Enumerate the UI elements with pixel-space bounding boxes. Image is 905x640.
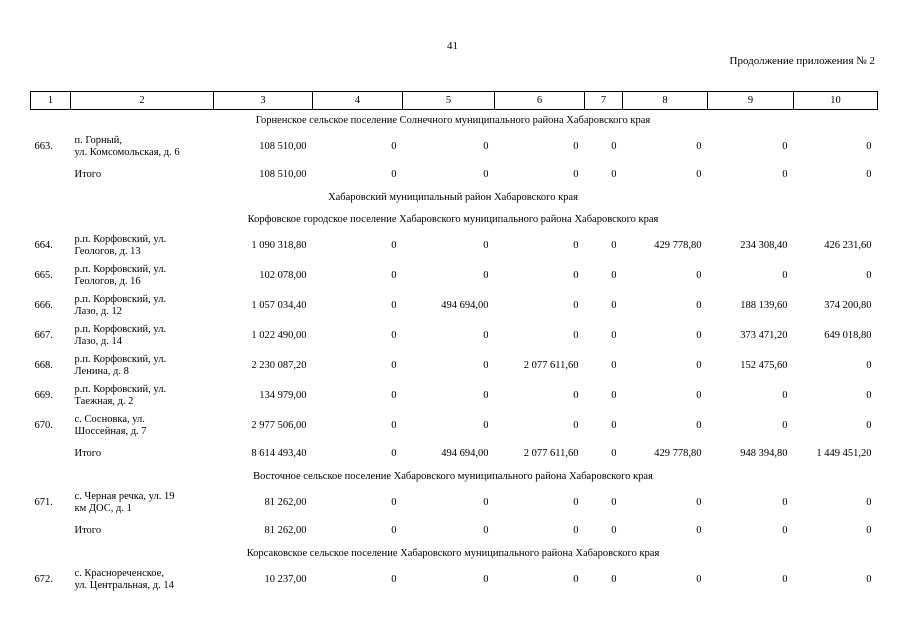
value-cell: 0 <box>483 270 489 281</box>
row-index <box>31 518 71 543</box>
value-cell: 0 <box>696 390 702 401</box>
value-cell: 0 <box>483 168 489 180</box>
address-cell: р.п. Корфовский, ул. Геологов, д. 13 <box>74 234 167 257</box>
section-title: Хабаровский муниципальный район Хабаровского края <box>328 192 578 203</box>
table-body <box>31 92 878 596</box>
value-cell: 0 <box>866 168 872 180</box>
value-cell: 0 <box>696 141 702 152</box>
section-title: Горненское сельское поселение Солнечного муниципального района Хабаровского края <box>255 115 651 126</box>
row-index <box>31 162 71 187</box>
table-row <box>31 231 878 261</box>
section-header-row <box>31 187 878 209</box>
total-label: Итого <box>74 524 102 536</box>
value-cell: 0 <box>391 447 397 459</box>
value-cell: 0 <box>391 300 397 311</box>
value-cell: 0 <box>483 574 489 585</box>
row-index: 669. <box>34 390 53 401</box>
value-cell: 0 <box>611 240 617 251</box>
value-cell: 1 057 034,40 <box>251 300 307 311</box>
data-table <box>30 91 878 595</box>
value-cell: 0 <box>696 574 702 585</box>
value-cell: 0 <box>391 141 397 152</box>
value-cell: 0 <box>391 497 397 508</box>
value-cell: 0 <box>696 360 702 371</box>
value-cell: 0 <box>391 330 397 341</box>
value-cell: 0 <box>391 524 397 536</box>
table-row <box>31 291 878 321</box>
value-cell: 234 308,40 <box>740 240 788 251</box>
value-cell: 0 <box>611 360 617 371</box>
value-cell: 0 <box>391 574 397 585</box>
value-cell: 0 <box>483 390 489 401</box>
total-row <box>31 162 878 187</box>
value-cell: 1 022 490,00 <box>251 330 307 341</box>
row-index: 672. <box>34 574 53 585</box>
value-cell: 0 <box>391 270 397 281</box>
column-header: 4 <box>313 92 403 110</box>
table-row <box>31 565 878 595</box>
value-cell: 0 <box>696 497 702 508</box>
address-cell: п. Горный, ул. Комсомольская, д. 6 <box>74 135 180 158</box>
value-cell: 0 <box>782 390 788 401</box>
address-cell: р.п. Корфовский, ул. Лазо, д. 12 <box>74 294 167 317</box>
value-cell: 0 <box>696 524 702 536</box>
table-row <box>31 488 878 518</box>
value-cell: 0 <box>483 330 489 341</box>
value-cell: 8 614 493,40 <box>251 447 307 459</box>
section-title: Корфовское городское поселение Хабаровского муниципального района Хабаровского края <box>247 214 659 225</box>
value-cell: 374 200,80 <box>824 300 872 311</box>
address-cell: с. Сосновка, ул. Шоссейная, д. 7 <box>74 414 147 437</box>
section-title: Восточное сельское поселение Хабаровского муниципального района Хабаровского края <box>253 471 653 482</box>
value-cell: 0 <box>391 360 397 371</box>
value-cell: 0 <box>866 574 872 585</box>
table-row <box>31 411 878 441</box>
total-label: Итого <box>74 447 102 459</box>
value-cell: 0 <box>782 420 788 431</box>
value-cell: 0 <box>866 497 872 508</box>
value-cell: 152 475,60 <box>740 360 788 371</box>
value-cell: 0 <box>573 390 579 401</box>
value-cell: 494 694,00 <box>441 300 489 311</box>
value-cell: 0 <box>782 524 788 536</box>
value-cell: 0 <box>696 270 702 281</box>
value-cell: 0 <box>866 141 872 152</box>
value-cell: 0 <box>573 420 579 431</box>
value-cell: 0 <box>782 574 788 585</box>
column-header: 9 <box>708 92 794 110</box>
section-header-row <box>31 110 878 133</box>
value-cell: 0 <box>573 524 579 536</box>
section-header-row <box>31 209 878 231</box>
value-cell: 0 <box>483 524 489 536</box>
value-cell: 0 <box>573 168 579 180</box>
value-cell: 81 262,00 <box>264 524 307 536</box>
address-cell: р.п. Корфовский, ул. Геологов, д. 16 <box>74 264 167 287</box>
value-cell: 0 <box>696 330 702 341</box>
value-cell: 2 977 506,00 <box>251 420 307 431</box>
section-header-row <box>31 466 878 488</box>
value-cell: 0 <box>483 141 489 152</box>
total-row <box>31 441 878 466</box>
row-index: 666. <box>34 300 53 311</box>
row-index: 671. <box>34 497 53 508</box>
total-label: Итого <box>74 168 102 180</box>
section-header-row <box>31 543 878 565</box>
page-number: 41 <box>447 40 458 52</box>
value-cell: 0 <box>611 420 617 431</box>
column-header: 8 <box>623 92 708 110</box>
row-index: 668. <box>34 360 53 371</box>
value-cell: 0 <box>866 420 872 431</box>
value-cell: 0 <box>782 141 788 152</box>
address-cell: с. Краснореченское, ул. Центральная, д. 14 <box>74 568 174 591</box>
value-cell: 0 <box>611 330 617 341</box>
column-header: 3 <box>214 92 313 110</box>
column-header: 5 <box>403 92 495 110</box>
header-row <box>31 92 878 110</box>
value-cell: 0 <box>866 270 872 281</box>
value-cell: 0 <box>611 497 617 508</box>
value-cell: 0 <box>483 360 489 371</box>
value-cell: 0 <box>866 390 872 401</box>
value-cell: 0 <box>483 240 489 251</box>
value-cell: 0 <box>611 574 617 585</box>
value-cell: 429 778,80 <box>654 447 702 459</box>
value-cell: 0 <box>611 390 617 401</box>
column-header: 6 <box>495 92 585 110</box>
row-index: 664. <box>34 240 53 251</box>
value-cell: 0 <box>573 574 579 585</box>
value-cell: 10 237,00 <box>264 574 307 585</box>
value-cell: 0 <box>611 168 617 180</box>
value-cell: 0 <box>611 270 617 281</box>
total-row <box>31 518 878 543</box>
table-row <box>31 132 878 162</box>
row-index: 670. <box>34 420 53 431</box>
value-cell: 0 <box>866 360 872 371</box>
row-index: 667. <box>34 330 53 341</box>
value-cell: 948 394,80 <box>740 447 788 459</box>
value-cell: 0 <box>611 447 617 459</box>
table-row <box>31 321 878 351</box>
value-cell: 108 510,00 <box>259 141 307 152</box>
value-cell: 373 471,20 <box>740 330 788 341</box>
value-cell: 188 139,60 <box>740 300 788 311</box>
value-cell: 0 <box>611 300 617 311</box>
value-cell: 1 449 451,20 <box>816 447 872 459</box>
value-cell: 0 <box>782 497 788 508</box>
address-cell: р.п. Корфовский, ул. Таежная, д. 2 <box>74 384 167 407</box>
table-row <box>31 351 878 381</box>
address-cell: с. Черная речка, ул. 19 км ДОС, д. 1 <box>74 491 175 514</box>
address-cell: р.п. Корфовский, ул. Ленина, д. 8 <box>74 354 167 377</box>
value-cell: 2 230 087,20 <box>251 360 307 371</box>
value-cell: 0 <box>391 420 397 431</box>
value-cell: 0 <box>611 524 617 536</box>
value-cell: 0 <box>611 141 617 152</box>
value-cell: 0 <box>391 390 397 401</box>
appendix-note: Продолжение приложения № 2 <box>729 55 875 67</box>
value-cell: 0 <box>696 168 702 180</box>
value-cell: 108 510,00 <box>259 168 307 180</box>
column-header: 2 <box>71 92 214 110</box>
value-cell: 2 077 611,60 <box>523 360 579 371</box>
value-cell: 0 <box>573 141 579 152</box>
row-index <box>31 441 71 466</box>
value-cell: 81 262,00 <box>264 497 307 508</box>
value-cell: 426 231,60 <box>824 240 872 251</box>
value-cell: 0 <box>483 497 489 508</box>
value-cell: 0 <box>782 270 788 281</box>
address-cell: р.п. Корфовский, ул. Лазо, д. 14 <box>74 324 167 347</box>
table-row <box>31 261 878 291</box>
value-cell: 0 <box>696 420 702 431</box>
table-row <box>31 381 878 411</box>
value-cell: 1 090 318,80 <box>251 240 307 251</box>
column-header: 1 <box>31 92 71 110</box>
section-title: Корсаковское сельское поселение Хабаровского муниципального района Хабаровского края <box>246 548 660 559</box>
value-cell: 102 078,00 <box>259 270 307 281</box>
column-header: 10 <box>794 92 878 110</box>
value-cell: 0 <box>696 300 702 311</box>
value-cell: 0 <box>573 497 579 508</box>
value-cell: 0 <box>391 168 397 180</box>
value-cell: 494 694,00 <box>441 447 489 459</box>
row-index: 663. <box>34 141 53 152</box>
value-cell: 0 <box>573 330 579 341</box>
value-cell: 0 <box>573 270 579 281</box>
column-header: 7 <box>585 92 623 110</box>
value-cell: 0 <box>573 300 579 311</box>
value-cell: 649 018,80 <box>824 330 872 341</box>
row-index: 665. <box>34 270 53 281</box>
value-cell: 134 979,00 <box>259 390 307 401</box>
value-cell: 0 <box>483 420 489 431</box>
value-cell: 0 <box>866 524 872 536</box>
value-cell: 2 077 611,60 <box>523 447 579 459</box>
value-cell: 0 <box>391 240 397 251</box>
value-cell: 0 <box>782 168 788 180</box>
value-cell: 0 <box>573 240 579 251</box>
value-cell: 429 778,80 <box>654 240 702 251</box>
